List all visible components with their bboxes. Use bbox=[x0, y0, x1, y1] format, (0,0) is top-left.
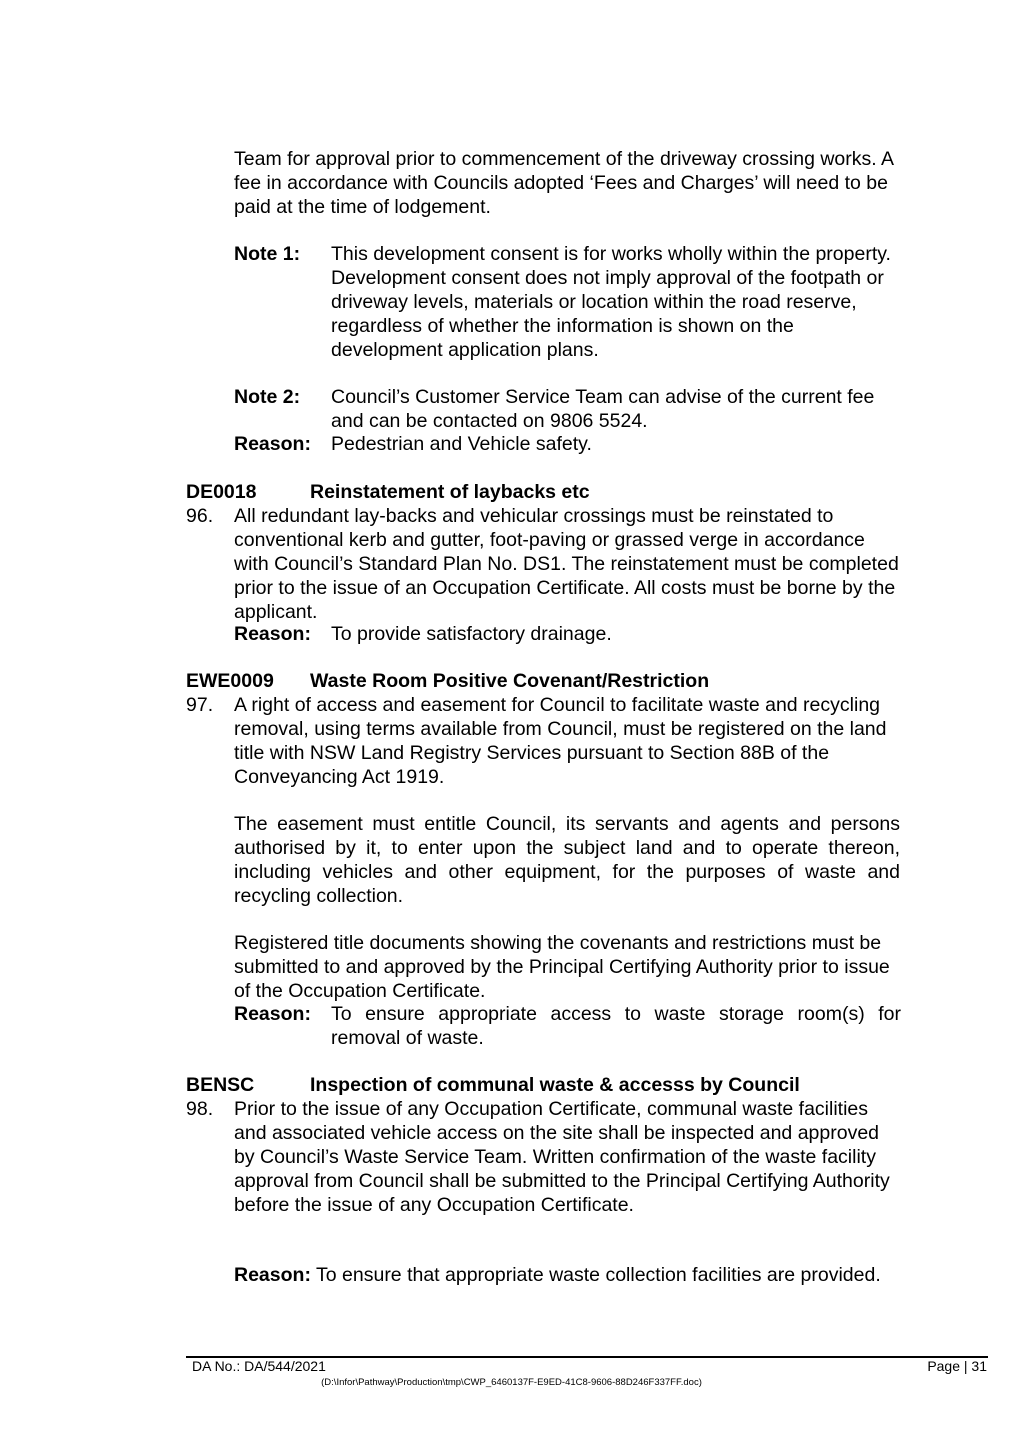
condition-reason-text: To provide satisfactory drainage. bbox=[331, 623, 612, 645]
footer-da-number: DA No.: DA/544/2021 bbox=[192, 1358, 326, 1374]
footer-file-path: (D:\Infor\Pathway\Production\tmp\CWP_6460137F-E9ED-41C8-9606-88D246F337FF.doc) bbox=[321, 1377, 702, 1388]
condition-title: Reinstatement of laybacks etc bbox=[310, 481, 590, 503]
condition-reason-text: To ensure that appropriate waste collection facilities are provided. bbox=[316, 1264, 881, 1286]
condition-paragraph: Registered title documents showing the covenants and restrictions must be submitted to and approved by the Principal Certifying Authority prior to issue of the Occupation Certificate. bbox=[234, 932, 890, 1002]
condition-title: Inspection of communal waste & accesss by Council bbox=[310, 1074, 800, 1096]
condition-reason-label: Reason: bbox=[234, 1003, 311, 1025]
condition-number: 96. bbox=[186, 505, 214, 527]
condition-code: EWE0009 bbox=[186, 670, 274, 692]
intro-reason-text: Pedestrian and Vehicle safety. bbox=[331, 433, 592, 455]
condition-paragraph: The easement must entitle Council, its servants and agents and persons authorised by it, to enter upon the subject land and to operate thereon, including vehicles and other equipment, for the purposes of waste and recycling collection. bbox=[234, 813, 900, 907]
condition-code: DE0018 bbox=[186, 481, 257, 503]
intro-paragraph: Team for approval prior to commencement of the driveway crossing works. A fee in accordance with Councils adopted ‘Fees and Charges’ will need to be paid at the time of lodgement. bbox=[234, 148, 893, 218]
condition-paragraph: Prior to the issue of any Occupation Certificate, communal waste facilities and associated vehicle access on the site shall be inspected and approved by Council’s Waste Service Team. Written confirmation of the waste facility approval from Council shall be submitted to the Principal Certifying Authority before the issue of any Occupation Certificate. bbox=[234, 1098, 890, 1216]
condition-paragraph: A right of access and easement for Council to facilitate waste and recycling removal, using terms available from Council, must be registered on the land title with NSW Land Registry Services pursuant to Section 88B of the Conveyancing Act 1919. bbox=[234, 694, 887, 788]
note-2-text: Council’s Customer Service Team can advise of the current fee and can be contacted on 9806 5524. bbox=[331, 386, 875, 432]
condition-number: 97. bbox=[186, 694, 214, 716]
condition-code: BENSC bbox=[186, 1074, 255, 1096]
note-1-text: This development consent is for works wholly within the property. Development consent does not imply approval of the footpath or driveway levels, materials or location within the road reserve, regardless of whether the information is shown on the development application plans. bbox=[331, 243, 891, 361]
footer-page-number: Page | 31 bbox=[927, 1358, 987, 1374]
condition-reason-text: To ensure appropriate access to waste storage room(s) for removal of waste. bbox=[331, 1003, 901, 1049]
intro-reason-label: Reason: bbox=[234, 433, 311, 455]
condition-reason bbox=[234, 1263, 900, 1287]
condition-paragraph: All redundant lay-backs and vehicular crossings must be reinstated to conventional kerb and gutter, foot-paving or grassed verge in accordance with Council’s Standard Plan No. DS1. The reinstatement must be completed prior to the issue of an Occupation Certificate. All costs must be borne by the applicant. bbox=[234, 505, 899, 623]
condition-reason-label: Reason: bbox=[234, 623, 311, 645]
note-1-label: Note 1: bbox=[234, 243, 301, 265]
note-2-label: Note 2: bbox=[234, 386, 301, 408]
condition-number: 98. bbox=[186, 1098, 214, 1120]
condition-title: Waste Room Positive Covenant/Restriction bbox=[310, 670, 710, 692]
condition-reason-label: Reason: bbox=[234, 1264, 311, 1286]
